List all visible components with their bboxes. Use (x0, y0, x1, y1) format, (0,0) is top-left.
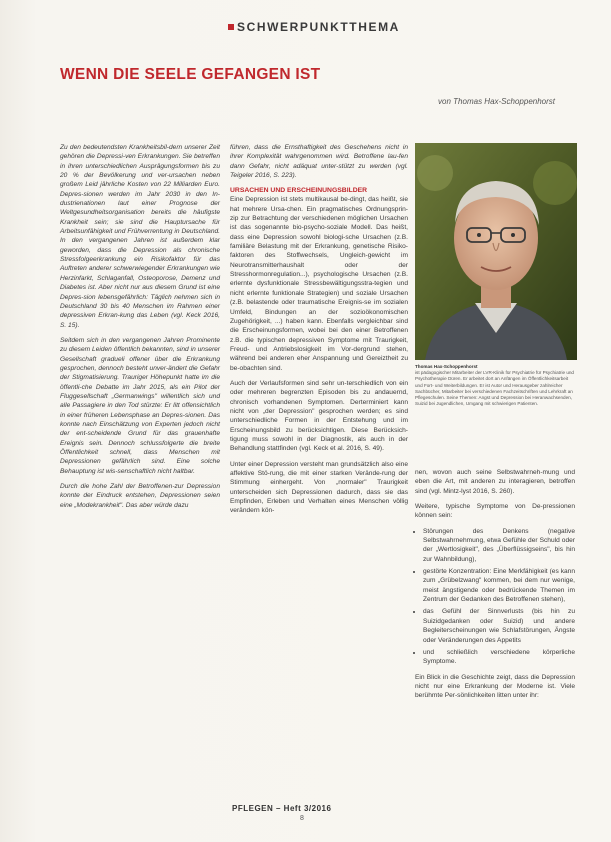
paragraph: Unter einer Depression versteht man grundsätzlich also eine affektive Stö-rung, die mit einer starken Verände-rung der Stimmung einhergeht. Von „normaler" Traurigkeit unterscheiden sich Depressionen dadurch, dass sie das Empfinden, Erleben und Verhalten eines Menschen völlig verändern kön- (230, 460, 408, 515)
author-photo (415, 143, 577, 360)
paragraph: Ein Blick in die Geschichte zeigt, dass die Depression nicht nur eine Erkrankung der Moderne ist. Viele berühmte Per-sönlichkeiten litten unter ihr: (415, 673, 575, 700)
paragraph: Seitdem sich in den vergangenen Jahren Prominente zu diesem Leiden öffentlich bekannten, sind in unserer Gesellschaft gradueli offener über die Erkrankung gesprochen, dennoch besteht unver-ändert die Gefahr der Stigmatisierung. Trauriger Höhepunkt hatte im die öffentli-che Debatte im Jahr 2015, als ein Pilot der Fluggesellschaft „Germanwings" willentlich sich und alle Passagiere in den Tod stürzte: Er litt offensichtlich in einer früheren Lebensphase an Depres-sionen. Das konnte nach Einschätzung von Experten jedoch nicht der ent-scheidende Grund für das grauenhafte Ereignis sein. Dennoch schlussfolgerte die breite Öffentlichkeit schnell, dass Menschen mit Depressionen gefährlich sind. Eine solche Behauptung ist wis-senschaftlich nicht haltbar. (60, 336, 220, 475)
portrait-image (415, 143, 577, 360)
paragraph: Weitere, typische Symptome von De-pressionen können sein: (415, 503, 575, 520)
symptom-list (415, 527, 575, 667)
paragraph: Auch der Verlaufsformen sind sehr un-terschiedlich von ein oder mehreren begrenzten Episoden bis zu andauernd, chronisch vorhandenen Symptomen. Derterminiert kann nicht von „der Depression" gesprochen werden; es sind unterschiedliche Formen in der Entstehung und im Erscheinungsbild zu berücksichtigen. Diese Berücksich-tigung muss sowohl in der Diagnostik, als auch in der Behandlung stattfinden (vgl. Keck et al. 2016, S. 49). (230, 379, 408, 453)
list-item: • gestörte Konzentration: Eine Merkfähigkeit (es kann zum „Grübelzwang" kommen, bei dem nur wenige, meist ängstigende oder bedrückende Themen im Zentrum der Gedanken des Betroffenen stehen), (423, 567, 575, 604)
article-title: WENN DIE SEELE GEFANGEN IST (60, 66, 321, 83)
caption-name: Thomas Hax-Schoppenhorst (415, 364, 478, 369)
paragraph: führen, dass die Ernsthaftigkeit des Geschehens nicht in ihrer Komplexität wahrgenommen wird. Betroffene lau-fen dann Gefahr, nicht adäquat unter-stützt zu werden (vgl. Teigeler 2016, S. 223). (230, 144, 408, 180)
column-2 (230, 143, 408, 522)
rubric-label: SCHWERPUNKTTHEMA (237, 20, 400, 34)
caption-text: ist pädagogischer Mitarbeiter der LVR-Klinik für Psychiatrie für Psychiatrie und Psychotherapie Düren. Er arbeitet dort an Anfängen im Öffentlichkeitsarbeit und Fort- und Weiterbildungen. Er ist Autor und Herausgeber zahlreicher Sachbücher, Mitarbeiter bei verschiedenen Fachzeitschriften und Lehrkraft an Pflegeschulen. Seine Themen: Angst und Depression bei Heranwachsenden, Suizid bei Jugendlichen, Umgang mit schwierigen Patienten. (415, 370, 574, 407)
page-number: 8 (300, 815, 304, 822)
journal-footer: PFLEGEN – Heft 3/2016 (232, 804, 332, 813)
column-3 (415, 468, 575, 707)
paragraph: Durch die hohe Zahl der Betroffenen-zur Depression konnte der Eindruck entstehen, Depressionen seien eine „Modekrankheit". Das aber würde dazu (60, 483, 220, 509)
column-1 (60, 143, 220, 516)
paragraph: nen, wovon auch seine Selbstwahrneh-mung und eben die Art, mit anderen zu interagieren, betroffen sind (vgl. Mintz-lyst 2016, S. 260). (415, 469, 575, 495)
rubric (228, 20, 400, 34)
author-bio-caption (415, 364, 575, 407)
list-item: • das Gefühl der Sinnverlusts (bis hin zu Suizidgedanken oder Suizid) und andere Begleiterscheinungen wie Schlafstörungen, Ängste oder Veränderungen des Appetits (423, 607, 575, 644)
list-item: • Störungen des Denkens (negative Selbstwahrnehmung, etwa Gefühle der Schuld oder der „Wertlosigkeit", des „Überflüssigseins", bis hin zur Wahnbildung), (423, 527, 575, 564)
list-item: • und schließlich verschiedene körperliche Symptome. (423, 648, 575, 667)
paragraph: Zu den bedeutendsten Krankheitsbil-dern unserer Zeit gehören die Depressi-ven Erkrankungen. Sie betreffen in ihren unterschiedlichen Ausprägungsformen bis zu 20 % der Bevölkerung und ver-ursachen neben großem Leid jährliche Kosten von 22 Milliarden Euro. Depres-sionen werden im Jahr 2030 in den In-dustrienationen laut einer Prognose der Weltgesundheitsorganisation bereits die häufigste Krankheit sein; sie sind die Hauptursache für Arbeitsunfähigkeit und Frühverrentung in Deutschland. In den vergangenen Jahren ist außerdem klar geworden, dass die Depression als chronische Stressfolgeerkrankung ein Risikofaktor für das Auftreten anderer schwerwiegender Erkrankungen wie Herzinfarkt, Schlaganfall, Osteoporose, Demenz und Diabetes ist. Aber nicht nur aus diesem Grund ist eine Depres-sion lebensgefährlich: Täglich nehmen sich in Deutschland 30 bis 40 Menschen im Rahmen einer depressiven Erkran-kung das Leben (vgl. Keck 2016, S. 15). (60, 144, 220, 329)
paragraph: Eine Depression ist stets multikausal be-dingt, das heißt, sie hat mehrere Ursa-chen. Ein pragmatisches Ordnungsprin-zip zur Betrachtung der verschiedenen möglichen Ursachen ist das sogenannte bio-psycho-soziale Modell. Das heißt, dass eine Depression sowohl biologi-sche Ursachen (z.B. familiäre Belastung mit der Erkrankung, genetische Risiko-faktoren des Stoffwechsels, Ungleich-gewicht im Neurotransmitterhaushalt oder der Stresshormonregulation...), psychologische Ursachen (z.B. erlernte dysfunktionale Stressbewältigungsstra-tegien und nicht erlernte funktionale Strategien) und soziale Ursachen (z.B. belastende oder traumatische Ereignis-se im sozialen Umfeld, Bindungen an der sozioökonomischen Zugehörigkeit, ...) haben kann. Ebenfalls vergleichbar sind die Erscheinungsformen, wobei bei den einer Betroffenen z.B. die typischen depressiven Symptome mit Traurigkeit, Freud- und Antriebslosigkeit im Vor-dergrund stehen, während bei anderen eher Anspannung und Gereiztheit zu be-obachten sind. (230, 196, 408, 372)
rubric-marker (228, 24, 234, 30)
section-heading: URSACHEN UND ERSCHEINUNGSBILDER (230, 187, 368, 195)
article-author: von Thomas Hax-Schoppenhorst (438, 97, 555, 106)
